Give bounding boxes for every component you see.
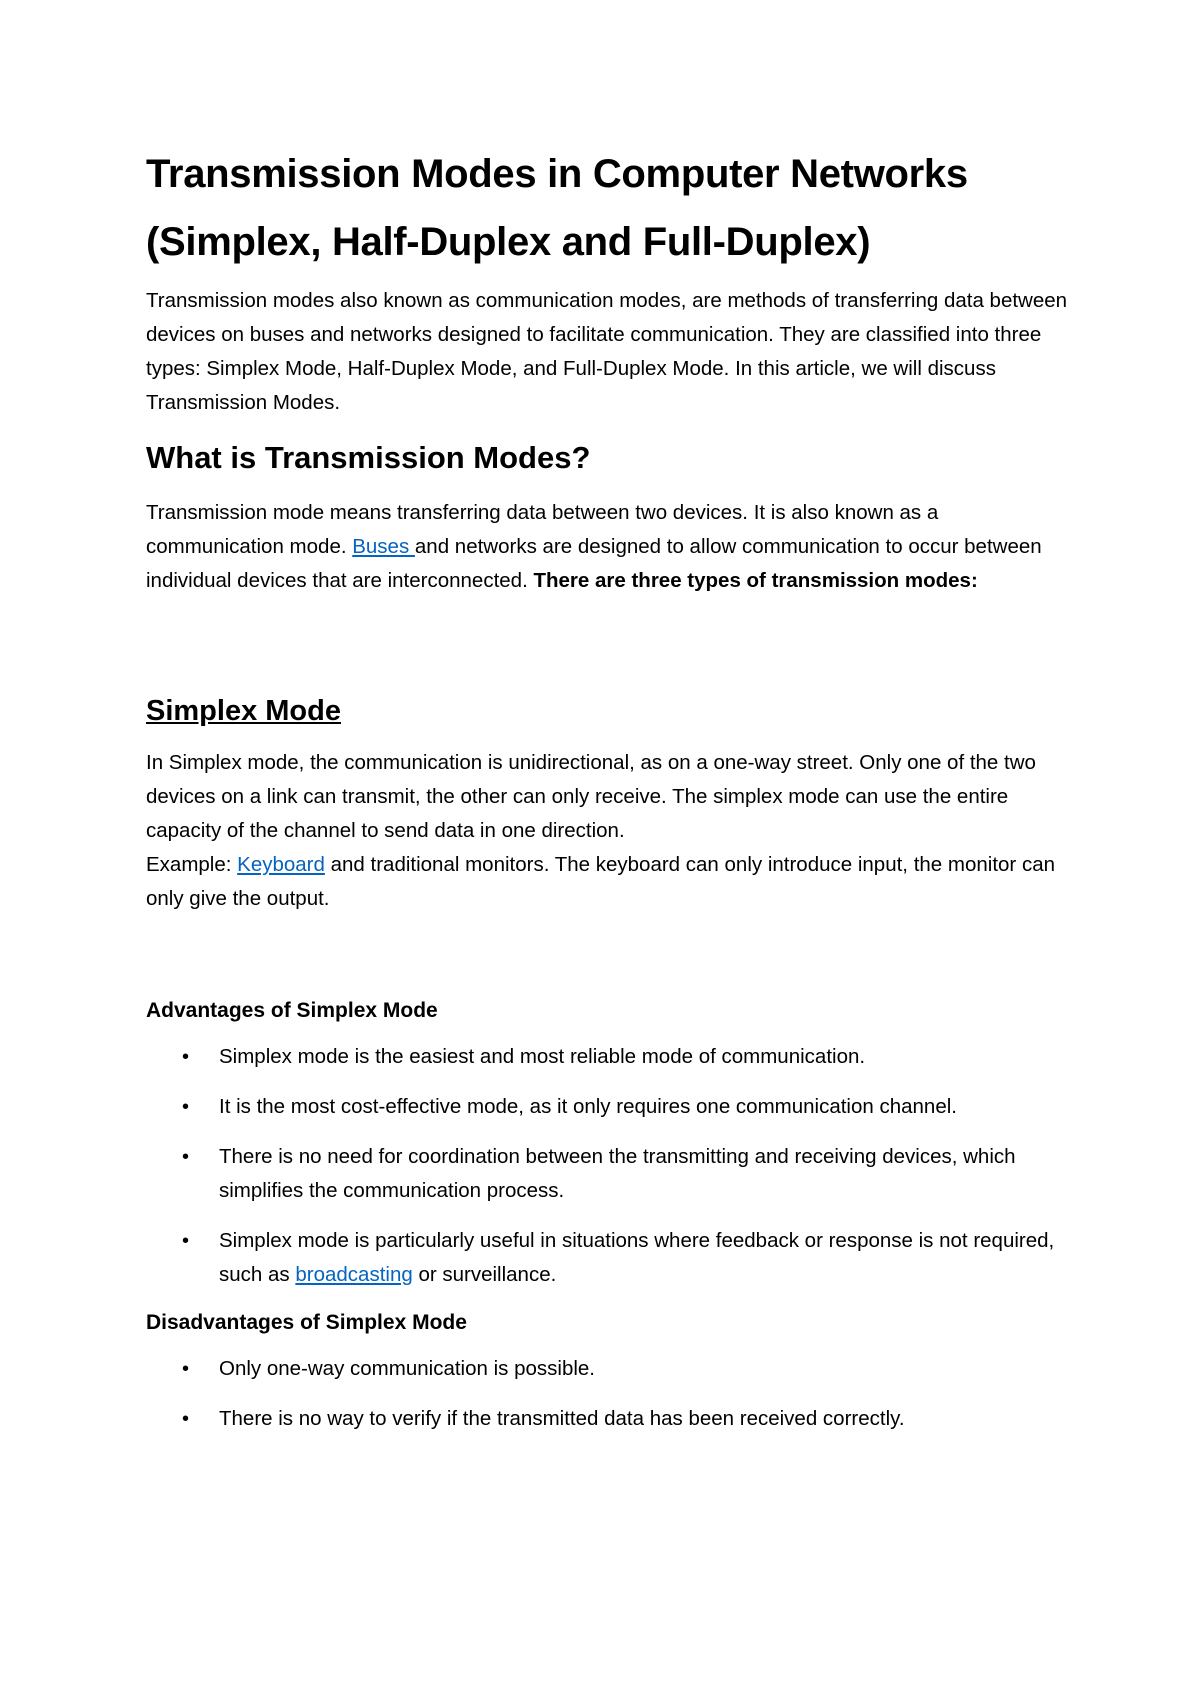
bullet-icon: • bbox=[182, 1146, 190, 1168]
example-prefix: Example: bbox=[146, 853, 238, 876]
bullet-icon: • bbox=[182, 1046, 190, 1068]
list-item: • It is the most cost-effective mode, as it only requires one communication channel. bbox=[146, 1090, 1076, 1124]
disadvantages-heading: Disadvantages of Simplex Mode bbox=[146, 1311, 467, 1334]
document-title bbox=[146, 140, 1076, 276]
bullet-icon: • bbox=[182, 1408, 190, 1430]
simplex-paragraph bbox=[146, 746, 1076, 916]
list-item: • Only one-way communication is possible. bbox=[146, 1352, 1076, 1386]
simplex-text: In Simplex mode, the communication is unidirectional, as on a one-way street. Only one of the two devices on a link can transmit, the other can only receive. The simplex mode can use the entire capacity of the channel to send data in one direction. bbox=[146, 751, 1036, 842]
what-heading: What is Transmission Modes? bbox=[146, 440, 591, 475]
buses-link[interactable]: Buses bbox=[352, 535, 415, 558]
list-item: • There is no need for coordination between the transmitting and receiving devices, which simplifies the communication process. bbox=[146, 1140, 1076, 1208]
bullet-icon: • bbox=[182, 1358, 190, 1380]
what-text-2: and networks are designed to allow communication to occur between individual devices that are interconnected. bbox=[146, 535, 1042, 592]
advantages-list bbox=[146, 1040, 1076, 1292]
bullet-icon: • bbox=[182, 1096, 190, 1118]
document-page bbox=[146, 140, 1076, 1452]
what-bold-text: There are three types of transmission modes: bbox=[533, 569, 978, 592]
what-text-1: Transmission mode means transferring data between two devices. It is also known as a communication mode. bbox=[146, 501, 939, 558]
list-item: • Simplex mode is the easiest and most reliable mode of communication. bbox=[146, 1040, 1076, 1074]
example-text: and traditional monitors. The keyboard can only introduce input, the monitor can only give the output. bbox=[146, 853, 1055, 910]
intro-paragraph: Transmission modes also known as communication modes, are methods of transferring data between devices on buses and networks designed to facilitate communication. They are classified into three types: Simplex Mode, Half-Duplex Mode, and Full-Duplex Mode. In this article, we will discuss Transmission Modes. bbox=[146, 289, 1068, 414]
title-line-1: Transmission Modes in Computer Networks bbox=[146, 152, 968, 196]
disadvantages-list bbox=[146, 1352, 1076, 1436]
advantages-heading: Advantages of Simplex Mode bbox=[146, 999, 438, 1022]
what-paragraph bbox=[146, 496, 1076, 598]
list-item: • There is no way to verify if the transmitted data has been received correctly. bbox=[146, 1402, 1076, 1436]
keyboard-link[interactable]: Keyboard bbox=[237, 853, 325, 876]
broadcasting-link[interactable]: broadcasting bbox=[295, 1263, 413, 1286]
list-item: • Simplex mode is particularly useful in situations where feedback or response is not required, such as broadcasting or surveillance. bbox=[146, 1224, 1076, 1292]
title-line-2: (Simplex, Half-Duplex and Full-Duplex) bbox=[146, 220, 871, 264]
simplex-heading: Simplex Mode bbox=[146, 695, 341, 727]
bullet-icon: • bbox=[182, 1230, 190, 1252]
